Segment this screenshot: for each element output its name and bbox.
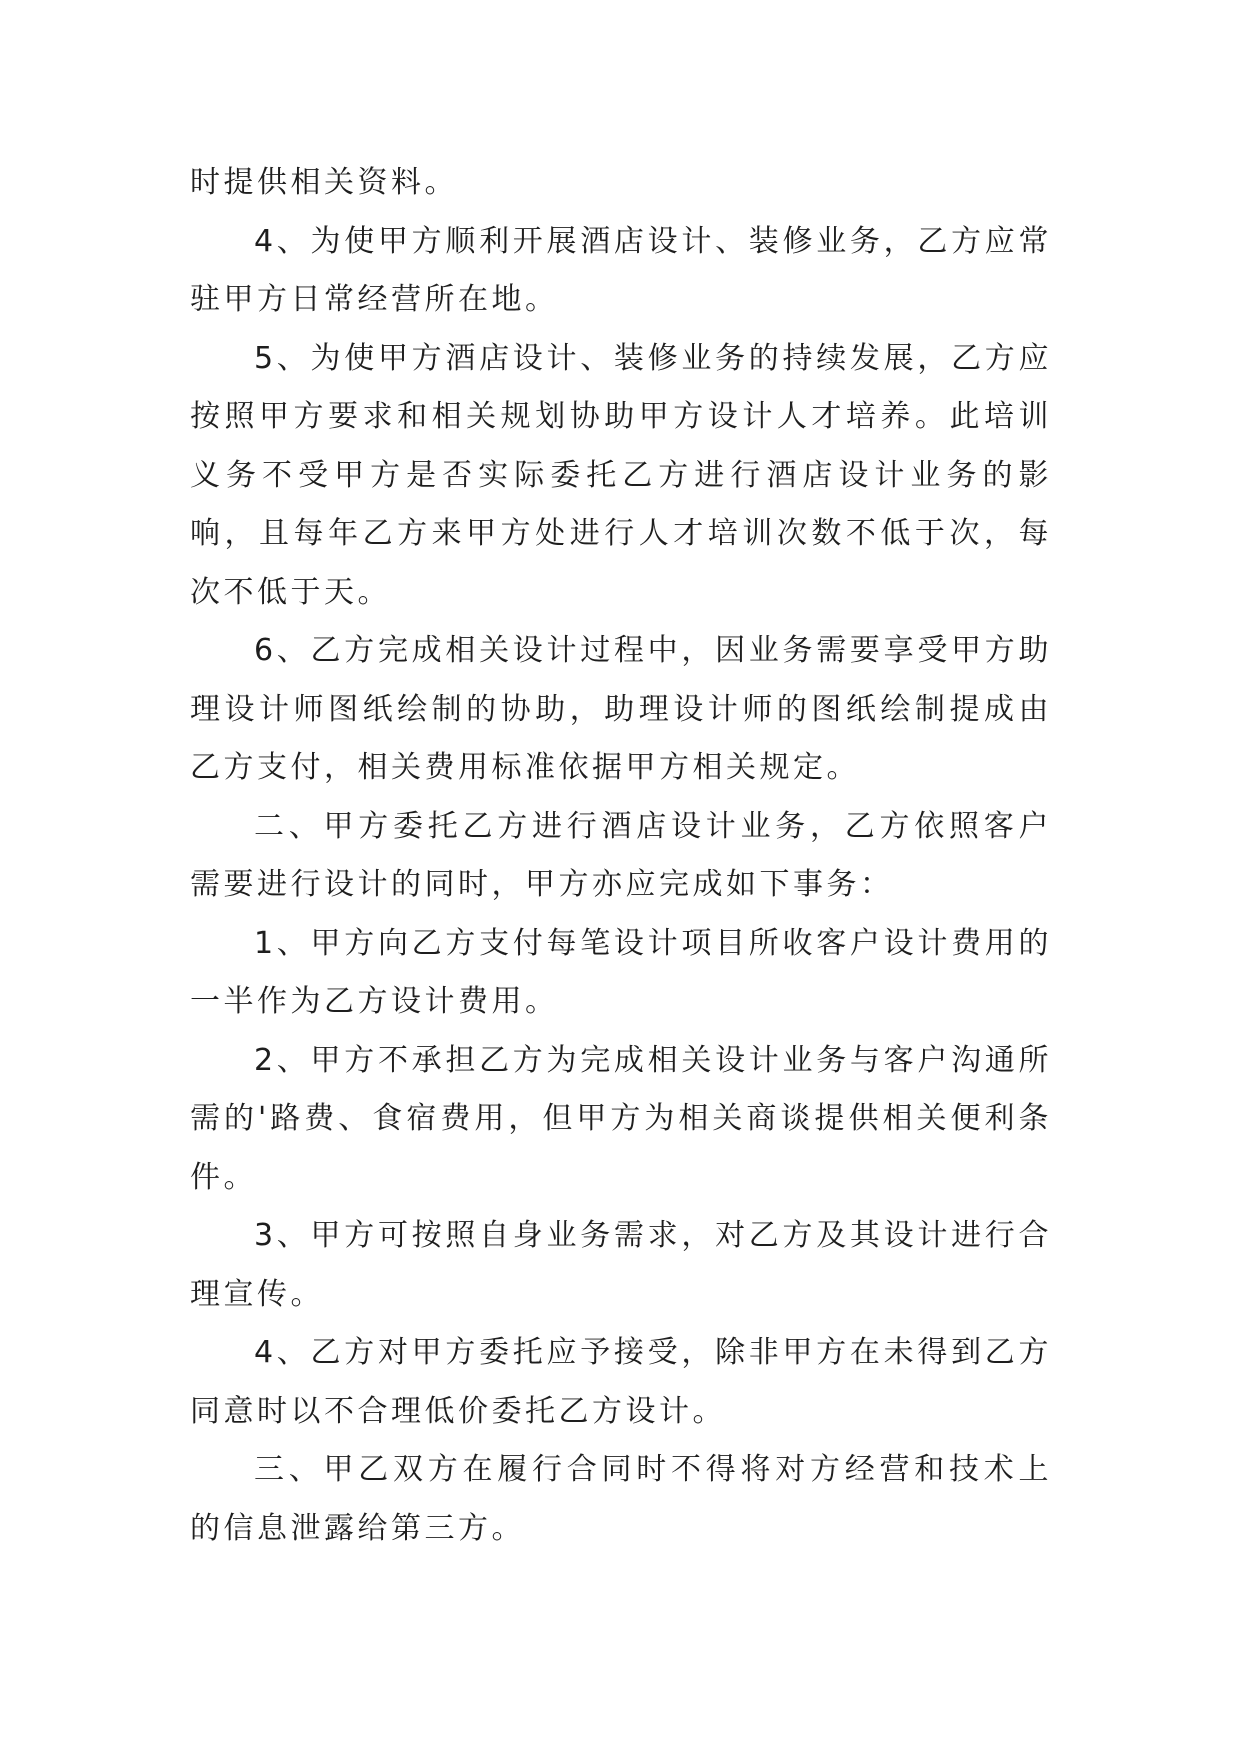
paragraph-clause-4-stationed: 4、为使甲方顺利开展酒店设计、装修业务，乙方应常驻甲方日常经营所在地。 — [190, 223, 1052, 317]
paragraph-section-2-heading: 二、甲方委托乙方进行酒店设计业务，乙方依照客户需要进行设计的同时，甲方亦应完成如下事务： — [190, 808, 1052, 902]
paragraph-clause-5-training: 5、为使甲方酒店设计、装修业务的持续发展，乙方应按照甲方要求和相关规划协助甲方设计人才培养。此培训义务不受甲方是否实际委托乙方进行酒店设计业务的影响，且每年乙方来甲方处进行人才培训次数不低于次，每次不低于天。 — [190, 340, 1052, 610]
paragraph-section-3-confidentiality: 三、甲乙双方在履行合同时不得将对方经营和技术上的信息泄露给第三方。 — [190, 1452, 1052, 1546]
paragraph-clause-6-drafting: 6、乙方完成相关设计过程中，因业务需要享受甲方助理设计师图纸绘制的协助，助理设计师的图纸绘制提成由乙方支付，相关费用标准依据甲方相关规定。 — [190, 633, 1052, 785]
paragraph-clause-2-expenses: 2、甲方不承担乙方为完成相关设计业务与客户沟通所需的'路费、食宿费用，但甲方为相关商谈提供相关便利条件。 — [190, 1042, 1052, 1195]
paragraph-clause-1-fee: 1、甲方向乙方支付每笔设计项目所收客户设计费用的一半作为乙方设计费用。 — [190, 925, 1052, 1019]
paragraph-clause-4-acceptance: 4、乙方对甲方委托应予接受，除非甲方在未得到乙方同意时以不合理低价委托乙方设计。 — [190, 1335, 1052, 1429]
paragraph-continuation: 时提供相关资料。 — [190, 165, 458, 200]
document-body — [190, 154, 1052, 1558]
paragraph-clause-3-publicity: 3、甲方可按照自身业务需求，对乙方及其设计进行合理宣传。 — [190, 1218, 1052, 1312]
